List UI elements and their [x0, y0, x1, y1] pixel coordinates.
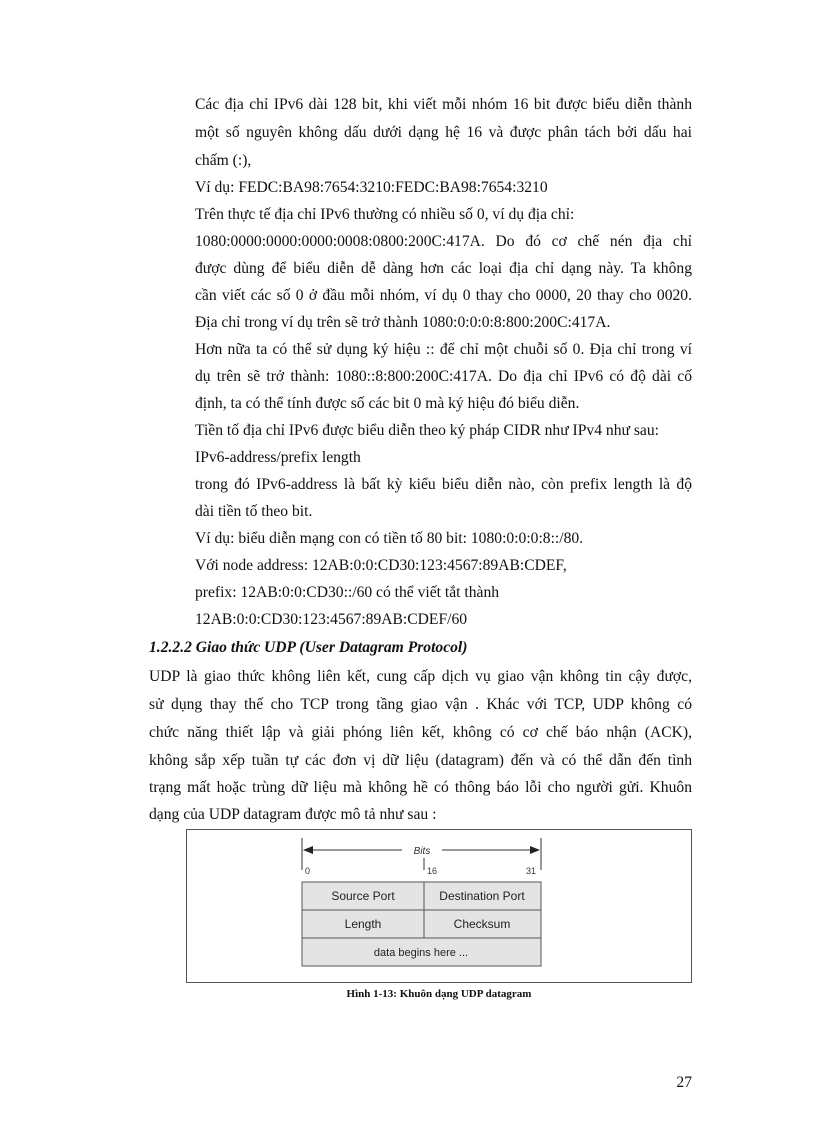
source-port-label: Source Port: [331, 889, 395, 903]
bits-label: Bits: [413, 846, 431, 857]
text-line: Ví dụ: biểu diễn mạng con có tiền tố 80 bit: 1080:0:0:0:8::/80.: [195, 530, 584, 547]
length-label: Length: [344, 917, 382, 931]
text-line: chức năng thiết lập và giải phóng liên kết, không có cơ chế báo nhận (ACK),: [149, 724, 692, 741]
text-line: UDP là giao thức không liên kết, cung cấp dịch vụ giao vận không tin cậy được,: [149, 668, 692, 685]
text-line: trong đó IPv6-address là bất kỳ kiểu biểu diễn nào, còn prefix length là độ: [195, 476, 692, 493]
text-line: một số nguyên không dấu dưới dạng hệ 16 và được phân tách bởi dấu hai: [195, 124, 692, 141]
tick-label-0: 0: [305, 866, 311, 876]
text-line: 1080:0000:0000:0000:0008:0800:200C:417A. Do đó cơ chế nén địa chỉ: [195, 233, 692, 250]
checksum-label: Checksum: [453, 917, 511, 931]
figure-caption: Hình 1-13: Khuôn dạng UDP datagram: [346, 988, 532, 1000]
udp-datagram-figure: [186, 829, 692, 983]
text-line: định, ta có thể tính được số các bit 0 mà ký hiệu đó biểu diễn.: [195, 395, 580, 412]
udp-datagram-diagram: [187, 830, 691, 982]
text-line: không sắp xếp tuần tự các đơn vị dữ liệu (datagram) đến và có thể dẫn đến tình: [149, 752, 692, 769]
text-line: Địa chỉ trong ví dụ trên sẽ trở thành 1080:0:0:0:8:800:200C:417A.: [195, 314, 611, 331]
data-label: data begins here ...: [373, 947, 469, 959]
text-line: cần viết các số 0 ở đầu mỗi nhóm, ví dụ 0 thay cho 0000, 20 thay cho 0020.: [195, 287, 692, 304]
text-line: Với node address: 12AB:0:0:CD30:123:4567:89AB:CDEF,: [195, 557, 567, 574]
text-line: Ví dụ: FEDC:BA98:7654:3210:FEDC:BA98:7654:3210: [195, 179, 548, 196]
destination-port-label: Destination Port: [439, 889, 525, 903]
tick-label-31: 31: [526, 866, 537, 876]
text-line: prefix: 12AB:0:0:CD30::/60 có thể viết tắt thành: [195, 584, 500, 601]
text-line: được dùng để biểu diễn dễ dàng hơn các loại địa chỉ dạng này. Ta không: [195, 260, 692, 277]
section-heading: 1.2.2.2 Giao thức UDP (User Datagram Protocol): [149, 639, 468, 656]
arrow-right-icon: [530, 846, 540, 854]
text-line: sử dụng thay thế cho TCP trong tầng giao vận . Khác với TCP, UDP không có: [149, 696, 692, 713]
text-line: trạng mất hoặc trùng dữ liệu mà không hề có thông báo lỗi cho người gửi. Khuôn: [149, 779, 692, 796]
text-line: Các địa chỉ IPv6 dài 128 bit, khi viết mỗi nhóm 16 bit được biểu diễn thành: [195, 96, 692, 113]
text-line: chấm (:),: [195, 152, 252, 169]
text-line: Trên thực tế địa chỉ IPv6 thường có nhiều số 0, ví dụ địa chỉ:: [195, 206, 575, 223]
text-line: dài tiền tố theo bit.: [195, 503, 313, 520]
text-line: Tiền tố địa chỉ IPv6 được biểu diễn theo ký pháp CIDR như IPv4 như sau:: [195, 422, 659, 439]
text-line: 12AB:0:0:CD30:123:4567:89AB:CDEF/60: [195, 611, 468, 628]
arrow-left-icon: [303, 846, 313, 854]
text-line: Hơn nữa ta có thể sử dụng ký hiệu :: để chỉ một chuỗi số 0. Địa chỉ trong ví: [195, 341, 692, 358]
tick-label-16: 16: [427, 866, 438, 876]
text-line: IPv6-address/prefix length: [195, 449, 361, 466]
text-line: dạng của UDP datagram được mô tả như sau :: [149, 806, 437, 823]
page-number: 27: [676, 1074, 692, 1091]
text-line: dụ trên sẽ trở thành: 1080::8:800:200C:417A. Do địa chỉ IPv6 có độ dài cố: [195, 368, 692, 385]
